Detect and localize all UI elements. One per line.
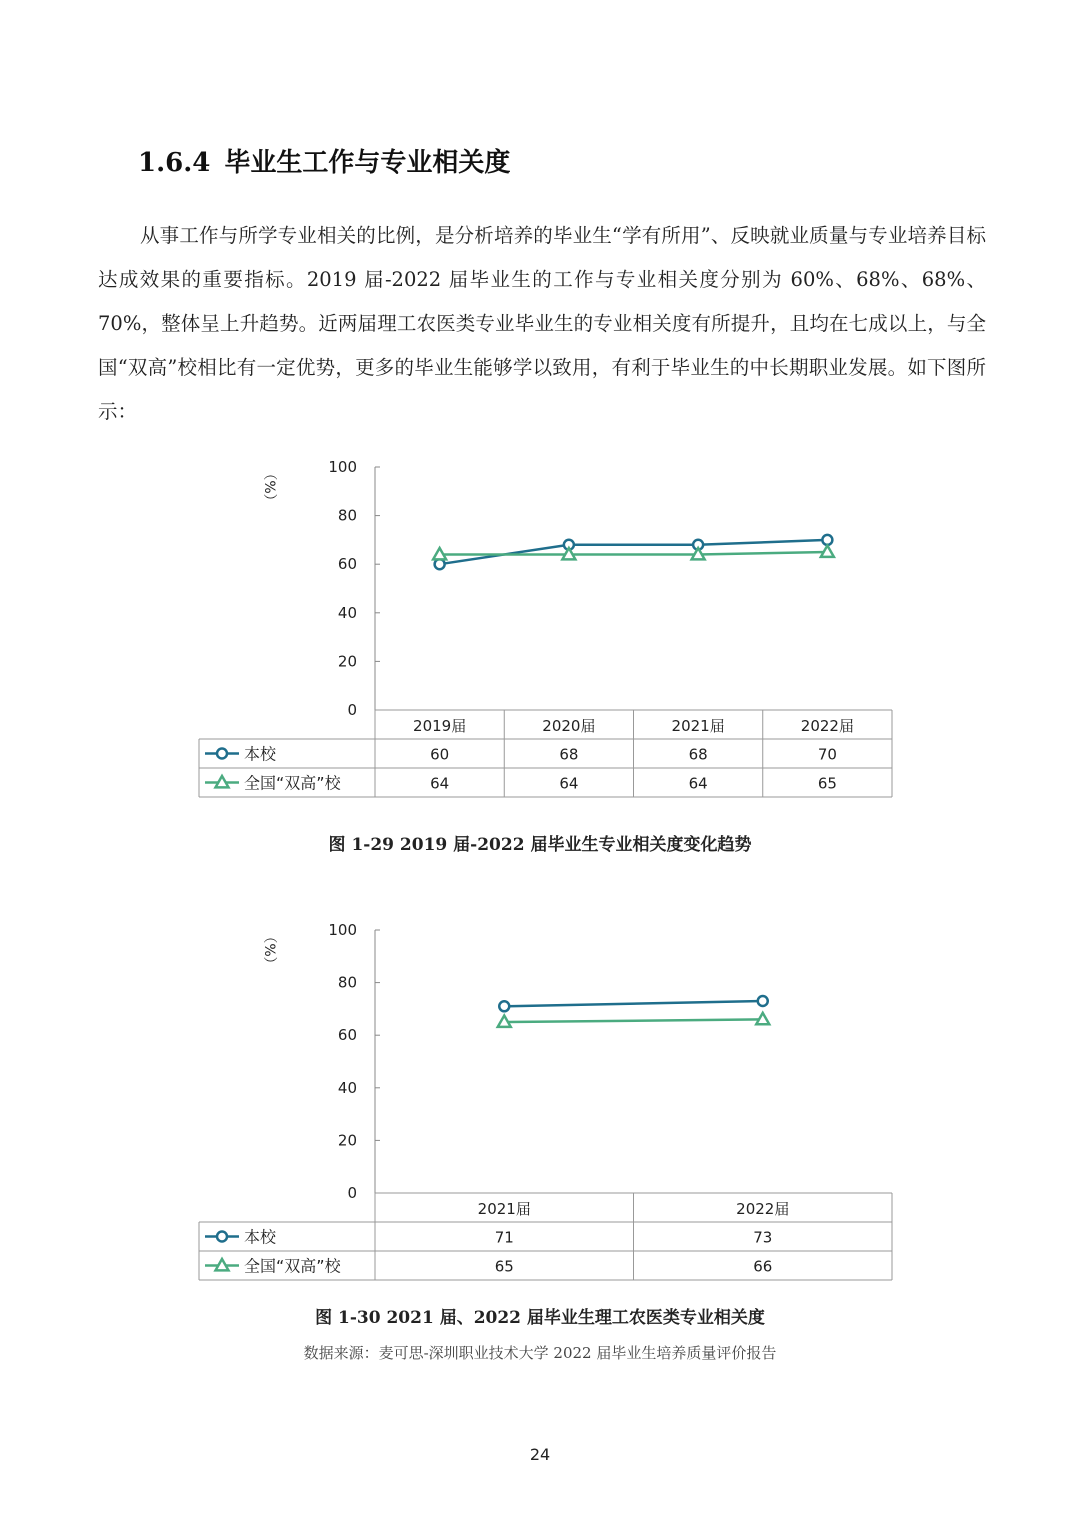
x-category-label: 2019届 xyxy=(413,717,467,735)
table-value-cell: 73 xyxy=(753,1228,773,1247)
y-axis-label: （%） xyxy=(261,929,277,971)
x-category-label: 2022届 xyxy=(800,717,854,735)
y-tick-label: 80 xyxy=(337,506,357,525)
y-tick-label: 60 xyxy=(337,1026,357,1045)
table-value-cell: 68 xyxy=(688,745,708,764)
table-value-cell: 64 xyxy=(430,774,450,793)
y-tick-label: 0 xyxy=(347,701,357,719)
data-point-marker xyxy=(498,1016,511,1027)
y-tick-label: 100 xyxy=(328,458,357,476)
x-category-label: 2021届 xyxy=(477,1200,531,1218)
section-number: 1.6.4 xyxy=(138,148,211,178)
section-title: 毕业生工作与专业相关度 xyxy=(224,148,511,178)
table-value-cell: 64 xyxy=(688,774,708,793)
y-tick-label: 20 xyxy=(337,1131,357,1150)
legend-swatch-marker xyxy=(217,1232,227,1242)
data-point-marker xyxy=(821,546,834,557)
y-tick-label: 0 xyxy=(347,1184,357,1202)
table-value-cell: 70 xyxy=(817,745,837,764)
table-value-cell: 65 xyxy=(494,1257,514,1276)
y-tick-label: 100 xyxy=(328,921,357,939)
legend-label: 本校 xyxy=(244,1227,277,1247)
data-point-marker xyxy=(758,996,768,1006)
page-number: 24 xyxy=(529,1445,551,1464)
data-point-marker xyxy=(756,1013,769,1024)
y-tick-label: 20 xyxy=(337,652,357,671)
data-point-marker xyxy=(692,548,705,559)
y-tick-label: 40 xyxy=(337,1078,357,1097)
table-value-cell: 71 xyxy=(494,1228,514,1247)
body-paragraph: 从事工作与所学专业相关的比例，是分析培养的毕业生“学有所用”、反映就业质量与专业培养目标达成效果的重要指标。2019 届-2022 届毕业生的工作与专业相关度分别为 60%、68%、68%、70%，整体呈上升趋势。近两届理工农医类专业毕业生的专业相关度有所提升，且均在七成以上，与全国“双高”校相比有一定优势，更多的毕业生能够学以致用，有利于毕业生的中长期职业发展。如下图所示： xyxy=(98,224,986,423)
legend-label: 全国“双高”校 xyxy=(244,773,341,793)
data-point-marker xyxy=(499,1001,509,1011)
data-point-marker xyxy=(435,559,445,569)
series-line-0 xyxy=(504,1001,763,1006)
data-source-note: 数据来源：麦可思-深圳职业技术大学 2022 届毕业生培养质量评价报告 xyxy=(303,1344,777,1362)
y-tick-label: 60 xyxy=(337,555,357,574)
legend-swatch-marker xyxy=(217,749,227,759)
y-axis-label: （%） xyxy=(261,466,277,508)
figure-caption-1: 图 1-29 2019 届-2022 届毕业生专业相关度变化趋势 xyxy=(328,835,752,855)
data-point-marker xyxy=(562,548,575,559)
chart-2-svg xyxy=(195,915,895,1285)
y-tick-label: 80 xyxy=(337,973,357,992)
chart-1-svg xyxy=(195,450,895,805)
table-value-cell: 65 xyxy=(817,774,837,793)
table-value-cell: 60 xyxy=(430,745,450,764)
legend-swatch-marker xyxy=(216,776,229,787)
x-category-label: 2022届 xyxy=(736,1200,790,1218)
table-value-cell: 68 xyxy=(559,745,579,764)
legend-label: 本校 xyxy=(244,744,277,764)
data-point-marker xyxy=(433,548,446,559)
legend-swatch-marker xyxy=(216,1259,229,1270)
figure-caption-2: 图 1-30 2021 届、2022 届毕业生理工农医类专业相关度 xyxy=(315,1308,765,1328)
x-category-label: 2020届 xyxy=(542,717,596,735)
chart-major-relevance-trend xyxy=(195,450,895,809)
section-heading xyxy=(138,142,510,179)
series-line-1 xyxy=(504,1019,763,1022)
legend-label: 全国“双高”校 xyxy=(244,1256,341,1276)
x-category-label: 2021届 xyxy=(671,717,725,735)
y-tick-label: 40 xyxy=(337,603,357,622)
table-value-cell: 64 xyxy=(559,774,579,793)
series-line-1 xyxy=(440,552,828,554)
table-value-cell: 66 xyxy=(753,1257,773,1276)
chart-stem-major-relevance xyxy=(195,915,895,1289)
